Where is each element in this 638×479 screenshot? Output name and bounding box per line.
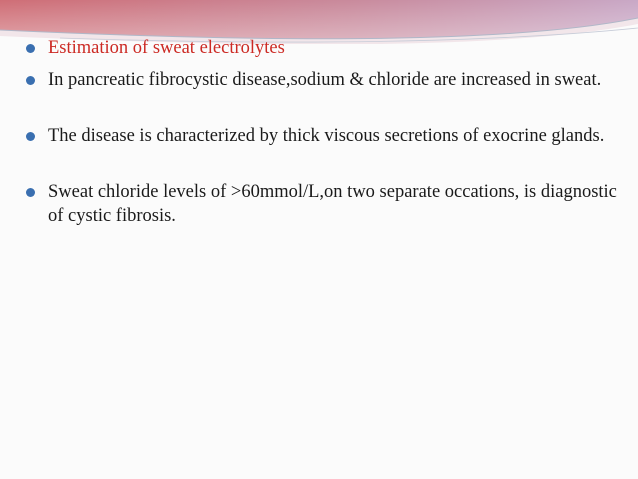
bullet-dot-icon — [26, 44, 35, 53]
bullet-dot-icon — [26, 132, 35, 141]
bullet-dot-icon — [26, 188, 35, 197]
bullet-text: Sweat chloride levels of >60mmol/L,on two separate occations, is diagnostic of cystic fibrosis. — [48, 182, 617, 226]
bullet-item — [20, 124, 620, 148]
bullet-dot-icon — [26, 76, 35, 85]
bullet-item — [20, 68, 620, 92]
bullet-item — [20, 180, 620, 228]
bullet-text: In pancreatic fibrocystic disease,sodium & chloride are increased in sweat. — [48, 70, 602, 90]
bullet-text: Estimation of sweat electrolytes — [48, 38, 285, 58]
bullet-list — [20, 36, 620, 228]
bullet-text: The disease is characterized by thick viscous secretions of exocrine glands. — [48, 126, 605, 146]
bullet-item — [20, 36, 620, 60]
